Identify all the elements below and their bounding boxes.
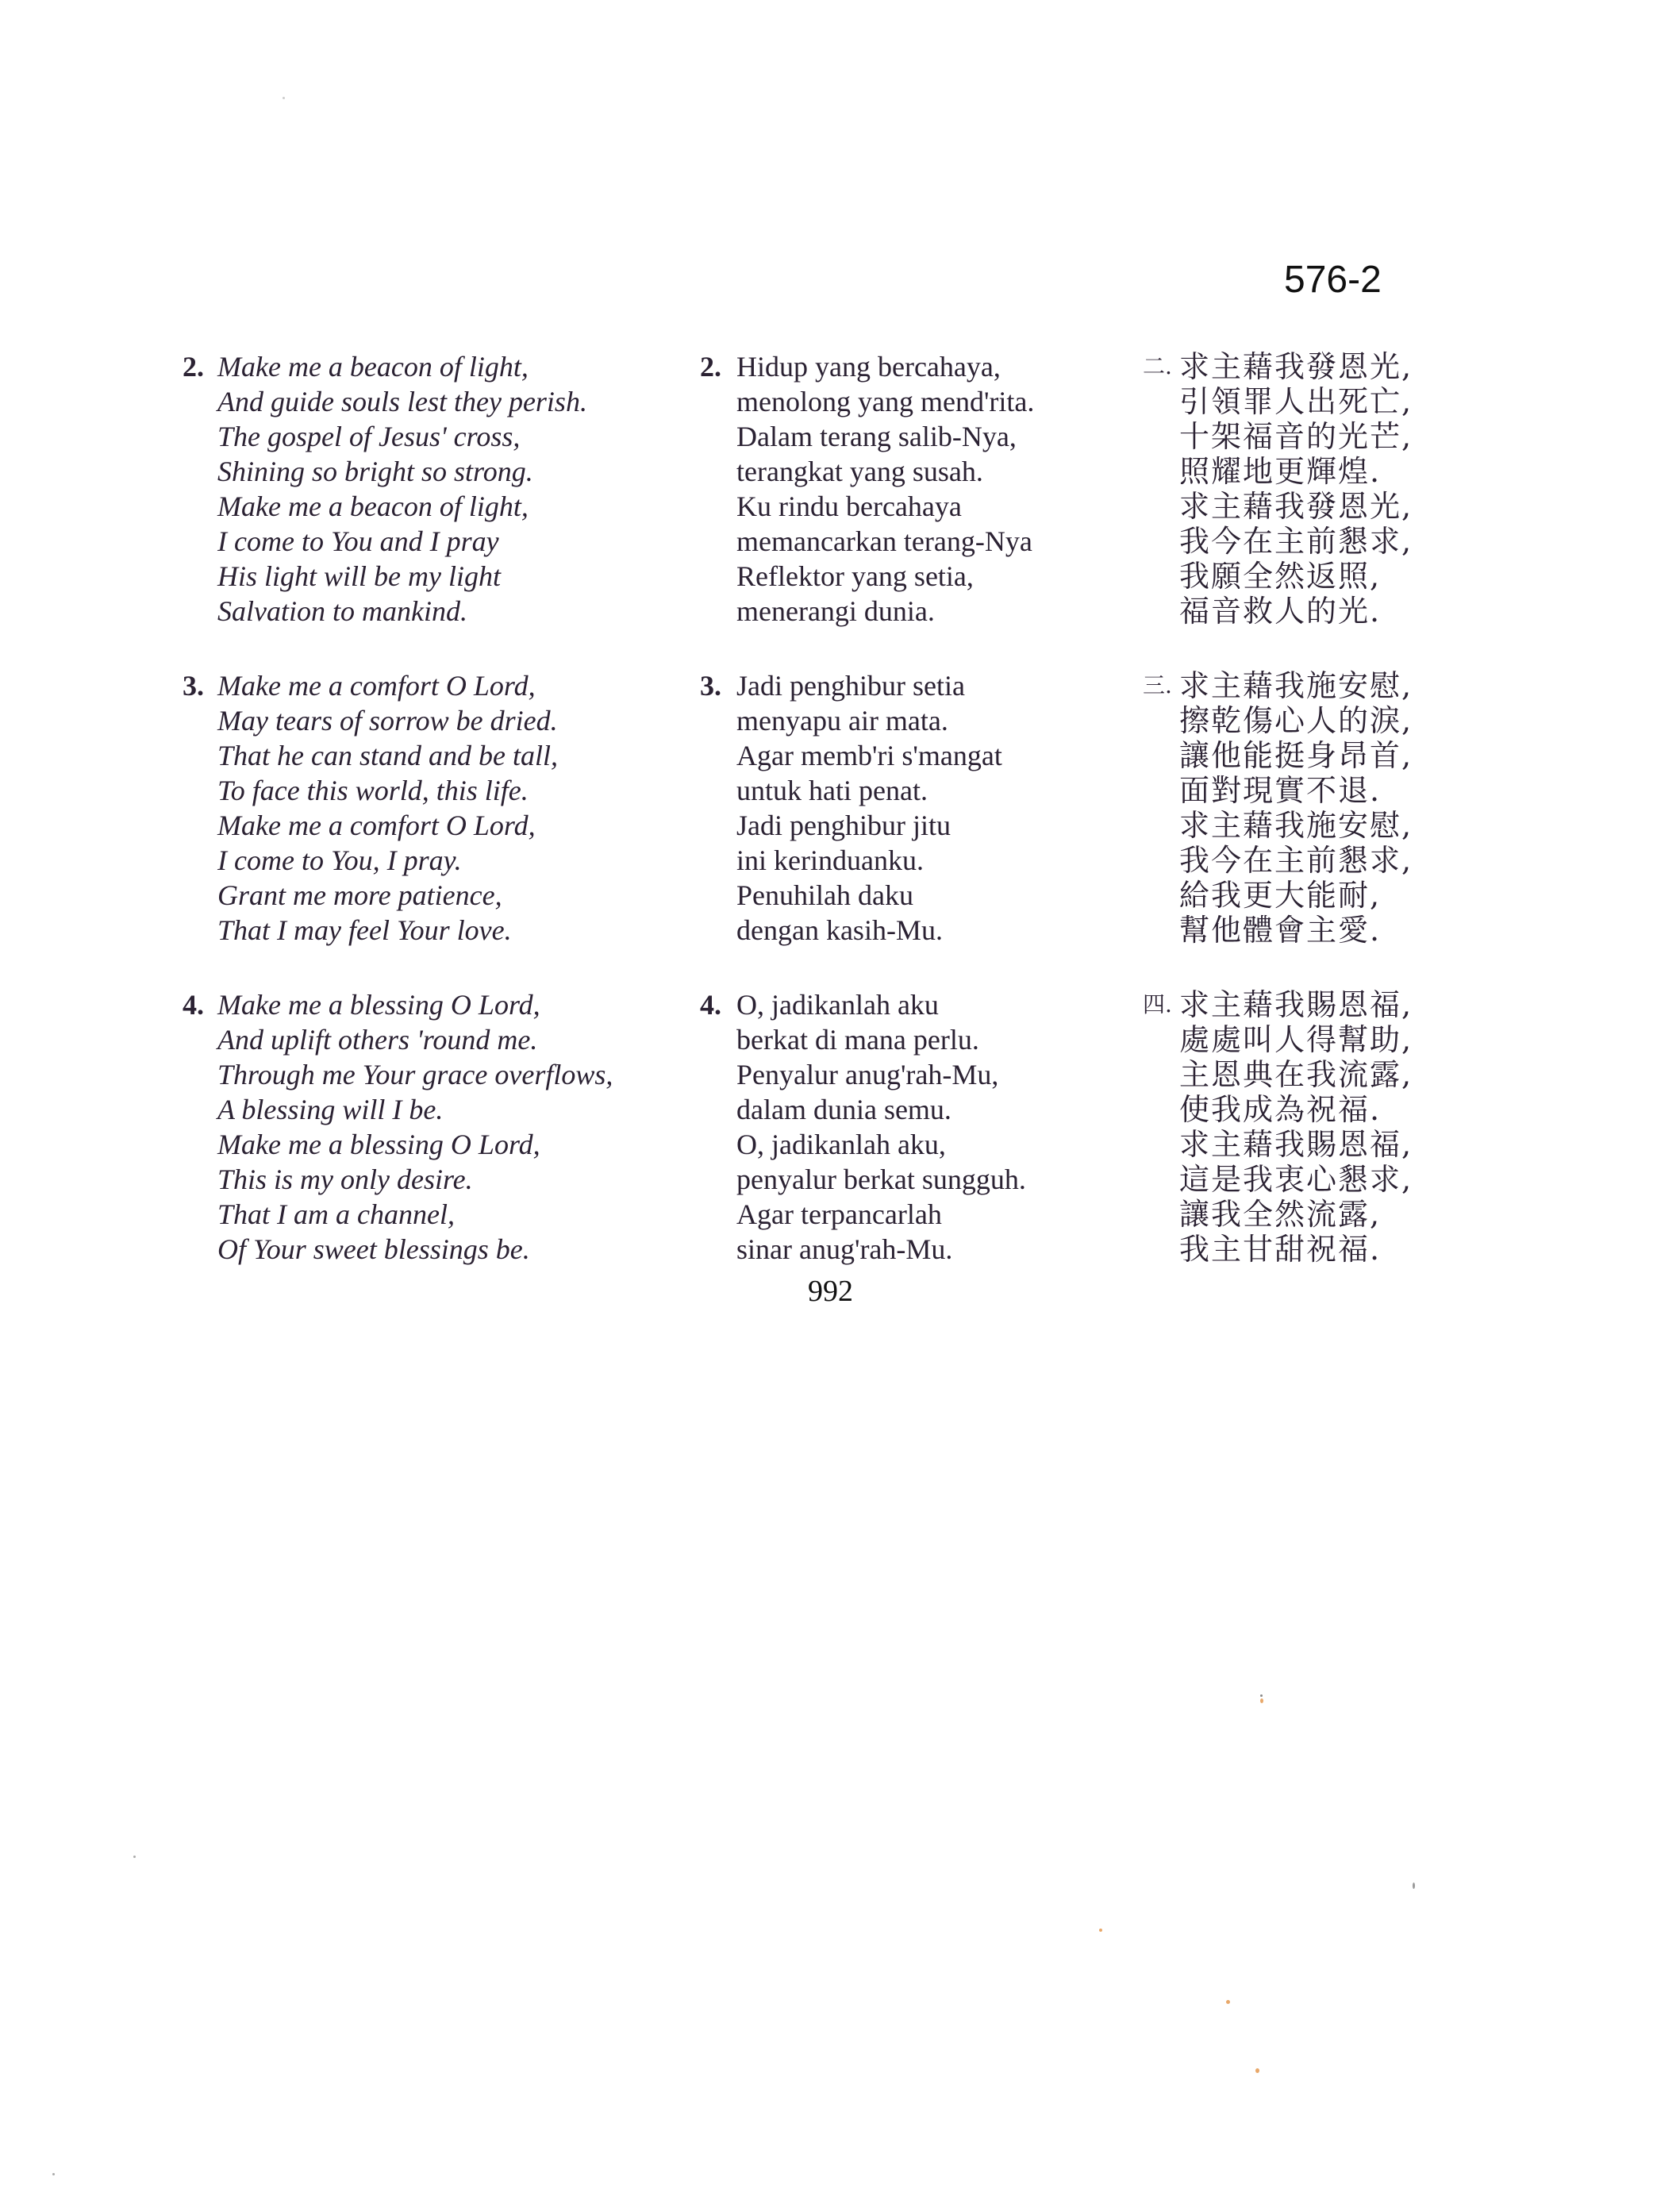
stanza-number: 4. xyxy=(183,989,204,1021)
chinese-stanza-4 xyxy=(1143,987,1540,1267)
lyric-line: dengan kasih-Mu. xyxy=(736,914,943,946)
lyric-line: That I may feel Your love. xyxy=(217,914,512,946)
lyric-line: 十架福音的光芒, xyxy=(1179,419,1413,454)
lyric-line: And guide souls lest they perish. xyxy=(217,386,587,417)
lyric-line: Make me a comfort O Lord, xyxy=(217,810,536,841)
lyric-line: 使我成為祝福. xyxy=(1179,1092,1382,1127)
stanza-lines xyxy=(183,987,690,1267)
lyric-line: berkat di mana perlu. xyxy=(736,1024,979,1056)
stanza-number: 三. xyxy=(1143,672,1172,698)
lyric-line: menerangi dunia. xyxy=(736,595,935,627)
stanza-number: 二. xyxy=(1143,353,1172,379)
lyric-line: Agar memb'ri s'mangat xyxy=(736,740,1002,771)
stanza-number: 2. xyxy=(700,351,721,383)
stanza-lines xyxy=(1143,349,1540,629)
lyric-line: Penuhilah daku xyxy=(736,879,913,911)
scan-speck xyxy=(1260,1698,1263,1703)
lyric-line: I come to You, I pray. xyxy=(217,844,462,876)
lyric-line: Make me a blessing O Lord, xyxy=(217,989,540,1021)
lyric-line: 主恩典在我流露, xyxy=(1179,1057,1413,1092)
chinese-stanza-2 xyxy=(1143,349,1540,629)
scan-speck xyxy=(1260,1694,1263,1697)
stanza-lines xyxy=(183,668,690,948)
lyric-line: 面對現實不退. xyxy=(1179,773,1382,808)
lyric-line: Jadi penghibur jitu xyxy=(736,810,951,841)
lyric-line: And uplift others 'round me. xyxy=(217,1024,538,1056)
lyric-line: 我主甘甜祝福. xyxy=(1179,1232,1382,1267)
english-stanza-4 xyxy=(183,987,690,1267)
lyric-line: Hidup yang bercahaya, xyxy=(736,351,1001,383)
stanza-number: 四. xyxy=(1143,991,1172,1017)
chinese-stanza-3 xyxy=(1143,668,1540,948)
lyric-line: 求主藉我賜恩福, xyxy=(1179,1127,1413,1162)
scan-speck xyxy=(283,97,285,99)
lyric-line: menolong yang mend'rita. xyxy=(736,386,1035,417)
lyric-line: Shining so bright so strong. xyxy=(217,456,533,487)
lyric-line: 求主藉我施安慰, xyxy=(1179,668,1413,703)
indonesian-lyrics-column xyxy=(700,349,1144,1267)
scan-speck xyxy=(1099,1929,1102,1932)
lyric-line: His light will be my light xyxy=(217,560,501,592)
lyric-line: That he can stand and be tall, xyxy=(217,740,558,771)
lyric-line: 這是我衷心懇求, xyxy=(1179,1162,1413,1197)
stanza-number: 3. xyxy=(700,670,721,702)
lyric-line: 引領罪人出死亡, xyxy=(1179,384,1413,419)
lyric-line: Make me a comfort O Lord, xyxy=(217,670,536,702)
english-stanza-2 xyxy=(183,349,690,629)
lyric-line: Salvation to mankind. xyxy=(217,595,467,627)
lyric-line: terangkat yang susah. xyxy=(736,456,983,487)
lyric-line: O, jadikanlah aku, xyxy=(736,1129,946,1160)
lyric-line: Grant me more patience, xyxy=(217,879,502,911)
indonesian-stanza-2 xyxy=(700,349,1144,629)
chinese-lyrics-column xyxy=(1143,349,1540,1267)
scan-speck xyxy=(133,1856,136,1858)
lyric-line: dalam dunia semu. xyxy=(736,1094,951,1125)
scan-speck xyxy=(1226,2000,1230,2004)
stanza-number: 3. xyxy=(183,670,204,702)
stanza-lines xyxy=(700,668,1144,948)
scan-speck xyxy=(52,2173,55,2175)
lyric-line: Of Your sweet blessings be. xyxy=(217,1233,530,1265)
stanza-lines xyxy=(700,987,1144,1267)
lyric-line: Make me a blessing O Lord, xyxy=(217,1129,540,1160)
scan-speck xyxy=(1413,1883,1415,1889)
stanza-lines xyxy=(1143,987,1540,1267)
indonesian-stanza-3 xyxy=(700,668,1144,948)
lyric-line: Penyalur anug'rah-Mu, xyxy=(736,1059,999,1090)
lyric-line: 照耀地更輝煌. xyxy=(1179,454,1382,489)
lyric-line: menyapu air mata. xyxy=(736,705,948,737)
lyric-line: ini kerinduanku. xyxy=(736,844,924,876)
lyric-line: The gospel of Jesus' cross, xyxy=(217,421,521,452)
lyric-line: That I am a channel, xyxy=(217,1198,455,1230)
lyric-line: untuk hati penat. xyxy=(736,775,928,806)
stanza-number: 4. xyxy=(700,989,721,1021)
lyric-line: This is my only desire. xyxy=(217,1163,473,1195)
lyric-line: 福音救人的光. xyxy=(1179,594,1382,629)
lyric-line: To face this world, this life. xyxy=(217,775,529,806)
stanza-lines xyxy=(183,349,690,629)
lyric-line: sinar anug'rah-Mu. xyxy=(736,1233,953,1265)
english-stanza-3 xyxy=(183,668,690,948)
lyric-line: memancarkan terang-Nya xyxy=(736,525,1032,557)
lyric-line: A blessing will I be. xyxy=(217,1094,444,1125)
lyric-line: penyalur berkat sungguh. xyxy=(736,1163,1026,1195)
lyric-line: 求主藉我發恩光, xyxy=(1179,349,1413,384)
lyric-line: 擦乾傷心人的淚, xyxy=(1179,703,1413,738)
lyric-line: 讓我全然流露, xyxy=(1179,1197,1382,1232)
lyric-line: 幫他體會主愛. xyxy=(1179,913,1382,948)
lyric-line: Agar terpancarlah xyxy=(736,1198,942,1230)
lyric-line: 求主藉我賜恩福, xyxy=(1179,987,1413,1022)
lyric-line: May tears of sorrow be dried. xyxy=(217,705,558,737)
lyric-line: 我今在主前懇求, xyxy=(1179,843,1413,878)
lyric-line: Reflektor yang setia, xyxy=(736,560,974,592)
lyric-line: 求主藉我施安慰, xyxy=(1179,808,1413,843)
lyric-line: 處處叫人得幫助, xyxy=(1179,1022,1413,1057)
english-lyrics-column xyxy=(183,349,690,1267)
lyric-line: Ku rindu bercahaya xyxy=(736,490,962,522)
lyric-line: Make me a beacon of light, xyxy=(217,351,529,383)
indonesian-stanza-4 xyxy=(700,987,1144,1267)
lyric-line: 給我更大能耐, xyxy=(1179,878,1382,913)
lyric-line: Dalam terang salib-Nya, xyxy=(736,421,1017,452)
hymn-number: 576-2 xyxy=(1284,259,1382,301)
lyric-line: 我願全然返照, xyxy=(1179,559,1382,594)
stanza-number: 2. xyxy=(183,351,204,383)
lyric-line: 我今在主前懇求, xyxy=(1179,524,1413,559)
page-number: 992 xyxy=(808,1275,853,1308)
lyric-line: 求主藉我發恩光, xyxy=(1179,489,1413,524)
lyric-line: Through me Your grace overflows, xyxy=(217,1059,613,1090)
lyric-line: O, jadikanlah aku xyxy=(736,989,939,1021)
lyric-line: I come to You and I pray xyxy=(217,525,499,557)
lyric-line: 讓他能挺身昂首, xyxy=(1179,738,1413,773)
lyric-line: Jadi penghibur setia xyxy=(736,670,965,702)
stanza-lines xyxy=(700,349,1144,629)
lyric-line: Make me a beacon of light, xyxy=(217,490,529,522)
stanza-lines xyxy=(1143,668,1540,948)
scan-speck xyxy=(1255,2068,1259,2073)
